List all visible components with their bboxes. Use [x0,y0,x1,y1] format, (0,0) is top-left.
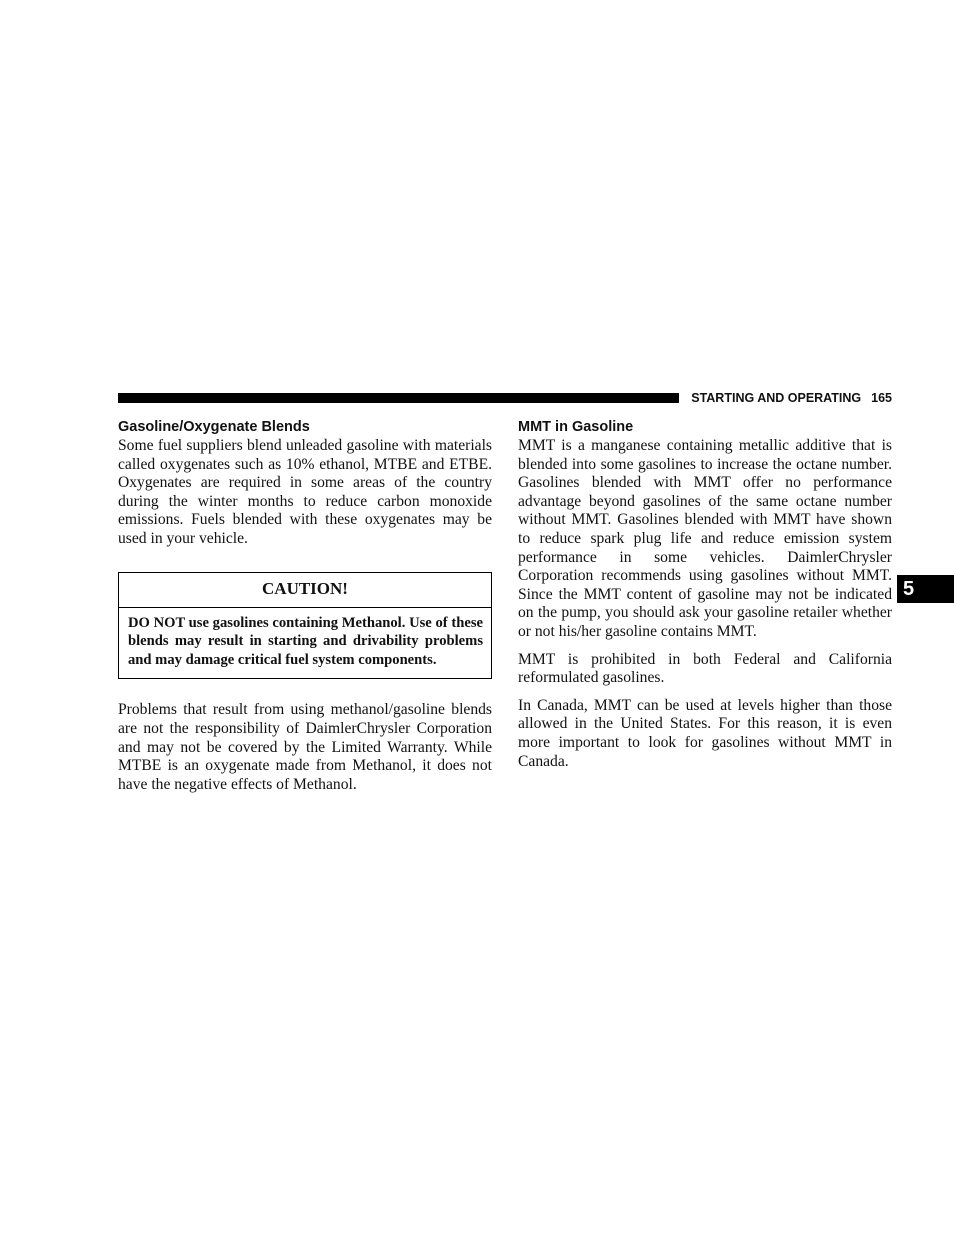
mmt-canada-paragraph: In Canada, MMT can be used at levels higher than those allowed in the United States. For this reason, it is even more important to look for gasolines without MMT in Canada. [518,696,892,770]
section-heading-oxygenate-blends: Gasoline/Oxygenate Blends [118,419,310,435]
chapter-tab: 5 [897,575,954,603]
caution-box [118,572,492,680]
mmt-paragraph: MMT is a manganese containing metallic additive that is blended into some gasolines to increase the octane number. Gasolines blended with MMT offer no performance advantage beyond gasolines of the same octane number without MMT. Gasolines blended with MMT have shown to reduce spark plug life and reduce emission system performance in some vehicles. DaimlerChrysler Corporation recommends using gasolines without MMT. Since the MMT content of gasoline may not be indicated on the pump, you should ask your gasoline retailer whether or not his/her gasoline contains MMT. [518,437,892,640]
section-heading-mmt: MMT in Gasoline [518,419,634,435]
right-column [518,418,892,780]
oxygenate-paragraph: Some fuel suppliers blend unleaded gasoline with materials called oxygenates such as 10% ethanol, MTBE and ETBE. Oxygenates are required in some areas of the country during the winter months to reduce carbon monoxide emissions. Fuels blended with these oxygenates may be used in your vehicle. [118,437,492,547]
running-header [686,390,892,406]
left-column [118,418,492,803]
caution-title: CAUTION! [119,573,491,608]
methanol-paragraph: Problems that result from using methanol/gasoline blends are not the responsibility of DaimlerChrysler Corporation and may not be covered by the Limited Warranty. While MTBE is an oxygenate made from Methanol, it does not have the negative effects of Methanol. [118,701,492,793]
caution-body: DO NOT use gasolines containing Methanol. Use of these blends may result in starting and drivability problems and may damage critical fuel system components. [128,614,483,668]
section-title: STARTING AND OPERATING [691,391,862,405]
header-rule [118,393,679,403]
page-number: 165 [871,391,892,405]
mmt-prohibited-paragraph: MMT is prohibited in both Federal and California reformulated gasolines. [518,650,892,687]
